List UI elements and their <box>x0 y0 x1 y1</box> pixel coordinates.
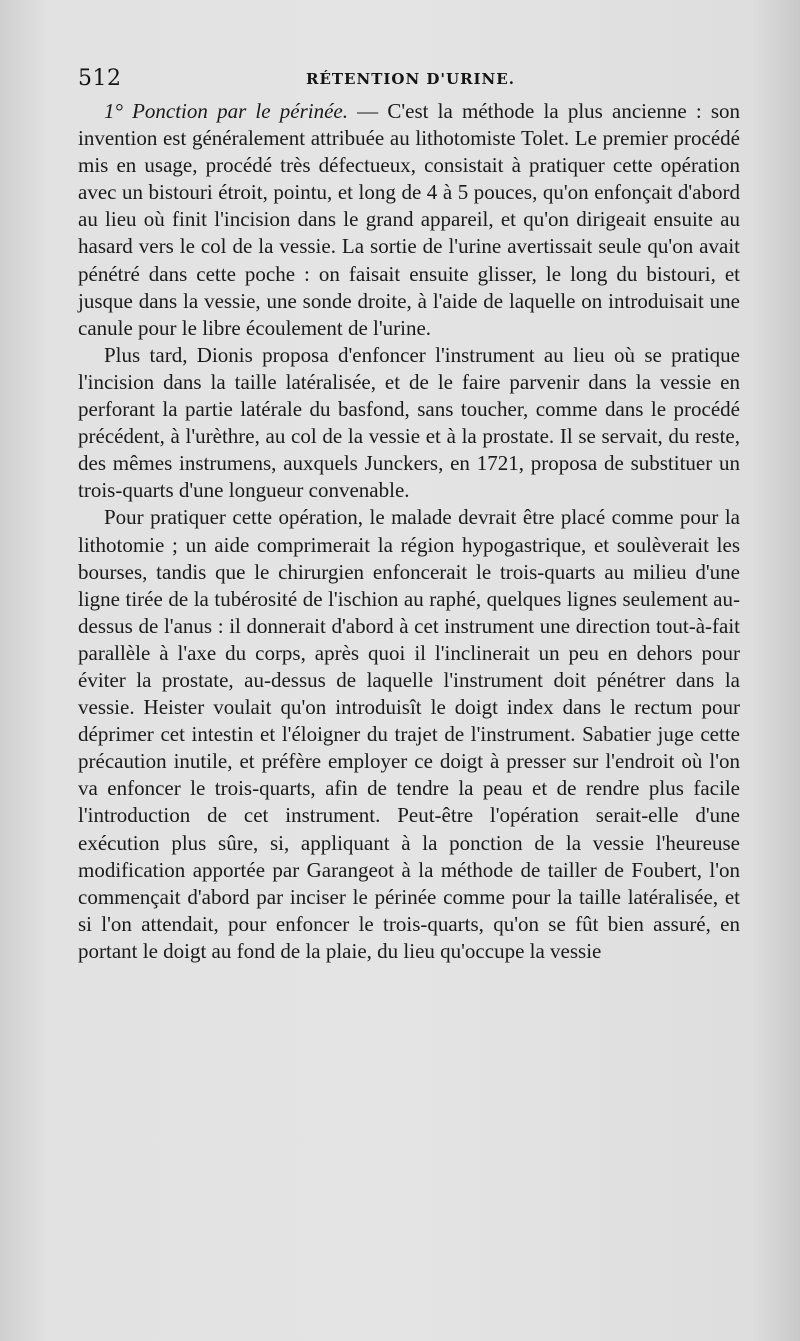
page-header <box>78 66 740 98</box>
page-number: 512 <box>78 66 122 91</box>
paragraph: Plus tard, Dionis proposa d'enfoncer l'instrument au lieu où se pratique l'incision dans la taille latéralisée, et de le faire parvenir dans la vessie en perforant la partie latérale du basfond, sans toucher, comme dans le procédé précédent, à l'urèthre, au col de la vessie et à la prostate. Il se servait, du reste, des mêmes instrumens, auxquels Junckers, en 1721, proposa de substituer un trois-quarts d'une longueur convenable. <box>78 342 740 503</box>
paragraph-text: — C'est la méthode la plus ancienne : son invention est généralement attribuée au lithotomiste Tolet. Le premier procédé mis en usage, procédé très défectueux, consistait à pratiquer cette opération avec un bistouri étroit, pointu, et long de 4 à 5 pouces, qu'on enfonçait d'abord au lieu où finit l'incision dans le grand appareil, et qu'on dirigeait ensuite au hasard vers le col de la vessie. La sortie de l'urine avertissait seule qu'on avait pénétré dans cette poche : on faisait ensuite glisser, le long du bistouri, et jusque dans la vessie, une sonde droite, à l'aide de laquelle on introduisait une canule pour le libre écoulement de l'urine. <box>78 99 741 340</box>
paragraph <box>78 98 740 342</box>
section-lead: 1° Ponction par le périnée. <box>104 99 348 123</box>
paragraph: Pour pratiquer cette opération, le malade devrait être placé comme pour la lithotomie ; un aide comprimerait la région hypogastrique, et soulèverait les bourses, tandis que le chirurgien enfoncerait le trois-quarts au milieu d'une ligne tirée de la tubérosité de l'ischion au raphé, quelques lignes seulement au-dessus de l'anus : il donnerait d'abord à cet instrument une direction tout-à-fait parallèle à l'axe du corps, après quoi il l'inclinerait un peu en dehors pour éviter la prostate, au-dessus de laquelle l'instrument doit pénétrer dans la vessie. Heister voulait qu'on introduisît le doigt index dans le rectum pour déprimer cet intestin et l'éloigner du trajet de l'instrument. Sabatier juge cette précaution inutile, et préfère employer ce doigt à presser sur l'endroit où l'on va enfoncer le trois-quarts, afin de tendre la peau et de rendre plus facile l'introduction de cet instrument. Peut-être l'opération serait-elle d'une exécution plus sûre, si, appliquant à la ponction de la vessie l'heureuse modification apportée par Garangeot à la méthode de tailler de Foubert, l'on commençait d'abord par inciser le périnée comme pour la taille latéralisée, et si l'on attendait, pour enfoncer le trois-quarts, qu'on se fût bien assuré, en portant le doigt au fond de la plaie, du lieu qu'occupe la vessie <box>78 505 740 963</box>
body-text <box>78 98 740 965</box>
running-head: RÉTENTION D'URINE. <box>306 70 515 88</box>
